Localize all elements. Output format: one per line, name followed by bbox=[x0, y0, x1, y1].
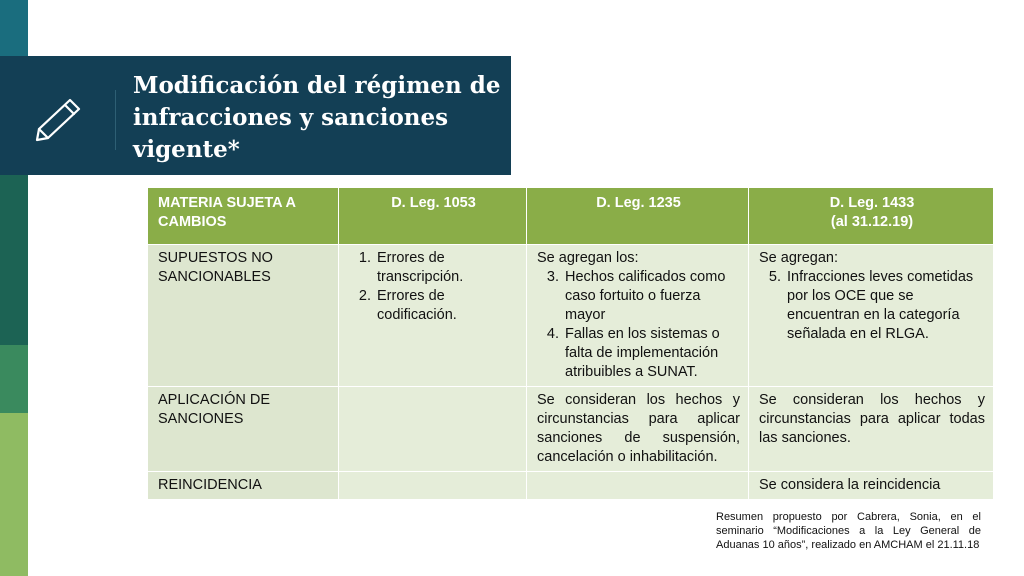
cell-supuestos-1433 bbox=[749, 245, 994, 387]
cell-supuestos-1235 bbox=[527, 245, 749, 387]
table-row bbox=[148, 245, 994, 387]
cell-aplicacion-1433: Se consideran los hechos y circunstancias para aplicar todas las sanciones. bbox=[749, 387, 994, 472]
header-leg-1433-note: (al 31.12.19) bbox=[830, 214, 914, 230]
side-stripe-light-green bbox=[0, 413, 28, 576]
list-item: 2. Errores de codificación. bbox=[375, 287, 518, 325]
cell-aplicacion-1053 bbox=[339, 387, 527, 472]
cell-reincidencia-1235 bbox=[527, 472, 749, 500]
header-leg-1433 bbox=[749, 188, 994, 245]
cell-supuestos-1053 bbox=[339, 245, 527, 387]
side-stripe-dark-green bbox=[0, 175, 28, 345]
list-item: 1. Errores de transcripción. bbox=[375, 249, 518, 287]
header-materia: MATERIA SUJETA A CAMBIOS bbox=[148, 188, 339, 245]
footnote: Resumen propuesto por Cabrera, Sonia, en el seminario “Modificaciones a la Ley General de Aduanas 10 años”, realizado en AMCHAM el 21.11.18 bbox=[716, 511, 981, 551]
cell-reincidencia-1433: Se considera la reincidencia bbox=[749, 472, 994, 500]
cell-aplicacion-1235: Se consideran los hechos y circunstancias para aplicar sanciones de suspensión, cancelación o inhabilitación. bbox=[527, 387, 749, 472]
row-label-aplicacion: APLICACIÓN DE SANCIONES bbox=[148, 387, 339, 472]
slide-title: Modificación del régimen de infracciones y sanciones vigente* bbox=[133, 72, 501, 163]
pencil-icon bbox=[33, 96, 83, 142]
table-header-row bbox=[148, 188, 994, 245]
header-leg-1235: D. Leg. 1235 bbox=[527, 188, 749, 245]
header-leg-1433-title: D. Leg. 1433 bbox=[829, 195, 915, 211]
list-supuestos-1053 bbox=[349, 249, 518, 325]
cell-reincidencia-1053 bbox=[339, 472, 527, 500]
comparison-table bbox=[147, 187, 994, 500]
table-row bbox=[148, 472, 994, 500]
side-stripe-green bbox=[0, 345, 28, 413]
lead-text: Se agregan: bbox=[759, 250, 839, 266]
table-row bbox=[148, 387, 994, 472]
lead-text: Se agregan los: bbox=[537, 250, 639, 266]
list-item: 3. Hechos calificados como caso fortuito o fuerza mayor bbox=[563, 268, 740, 325]
list-item: 4. Fallas en los sistemas o falta de implementación atribuibles a SUNAT. bbox=[563, 325, 740, 382]
row-label-supuestos: SUPUESTOS NO SANCIONABLES bbox=[148, 245, 339, 387]
title-divider bbox=[115, 90, 116, 150]
header-leg-1053: D. Leg. 1053 bbox=[339, 188, 527, 245]
side-stripe-teal bbox=[0, 0, 28, 60]
list-supuestos-1433 bbox=[759, 268, 985, 344]
row-label-reincidencia: REINCIDENCIA bbox=[148, 472, 339, 500]
list-supuestos-1235 bbox=[537, 268, 740, 382]
list-item: 5. Infracciones leves cometidas por los OCE que se encuentran en la categoría señalada en el RLGA. bbox=[785, 268, 985, 344]
